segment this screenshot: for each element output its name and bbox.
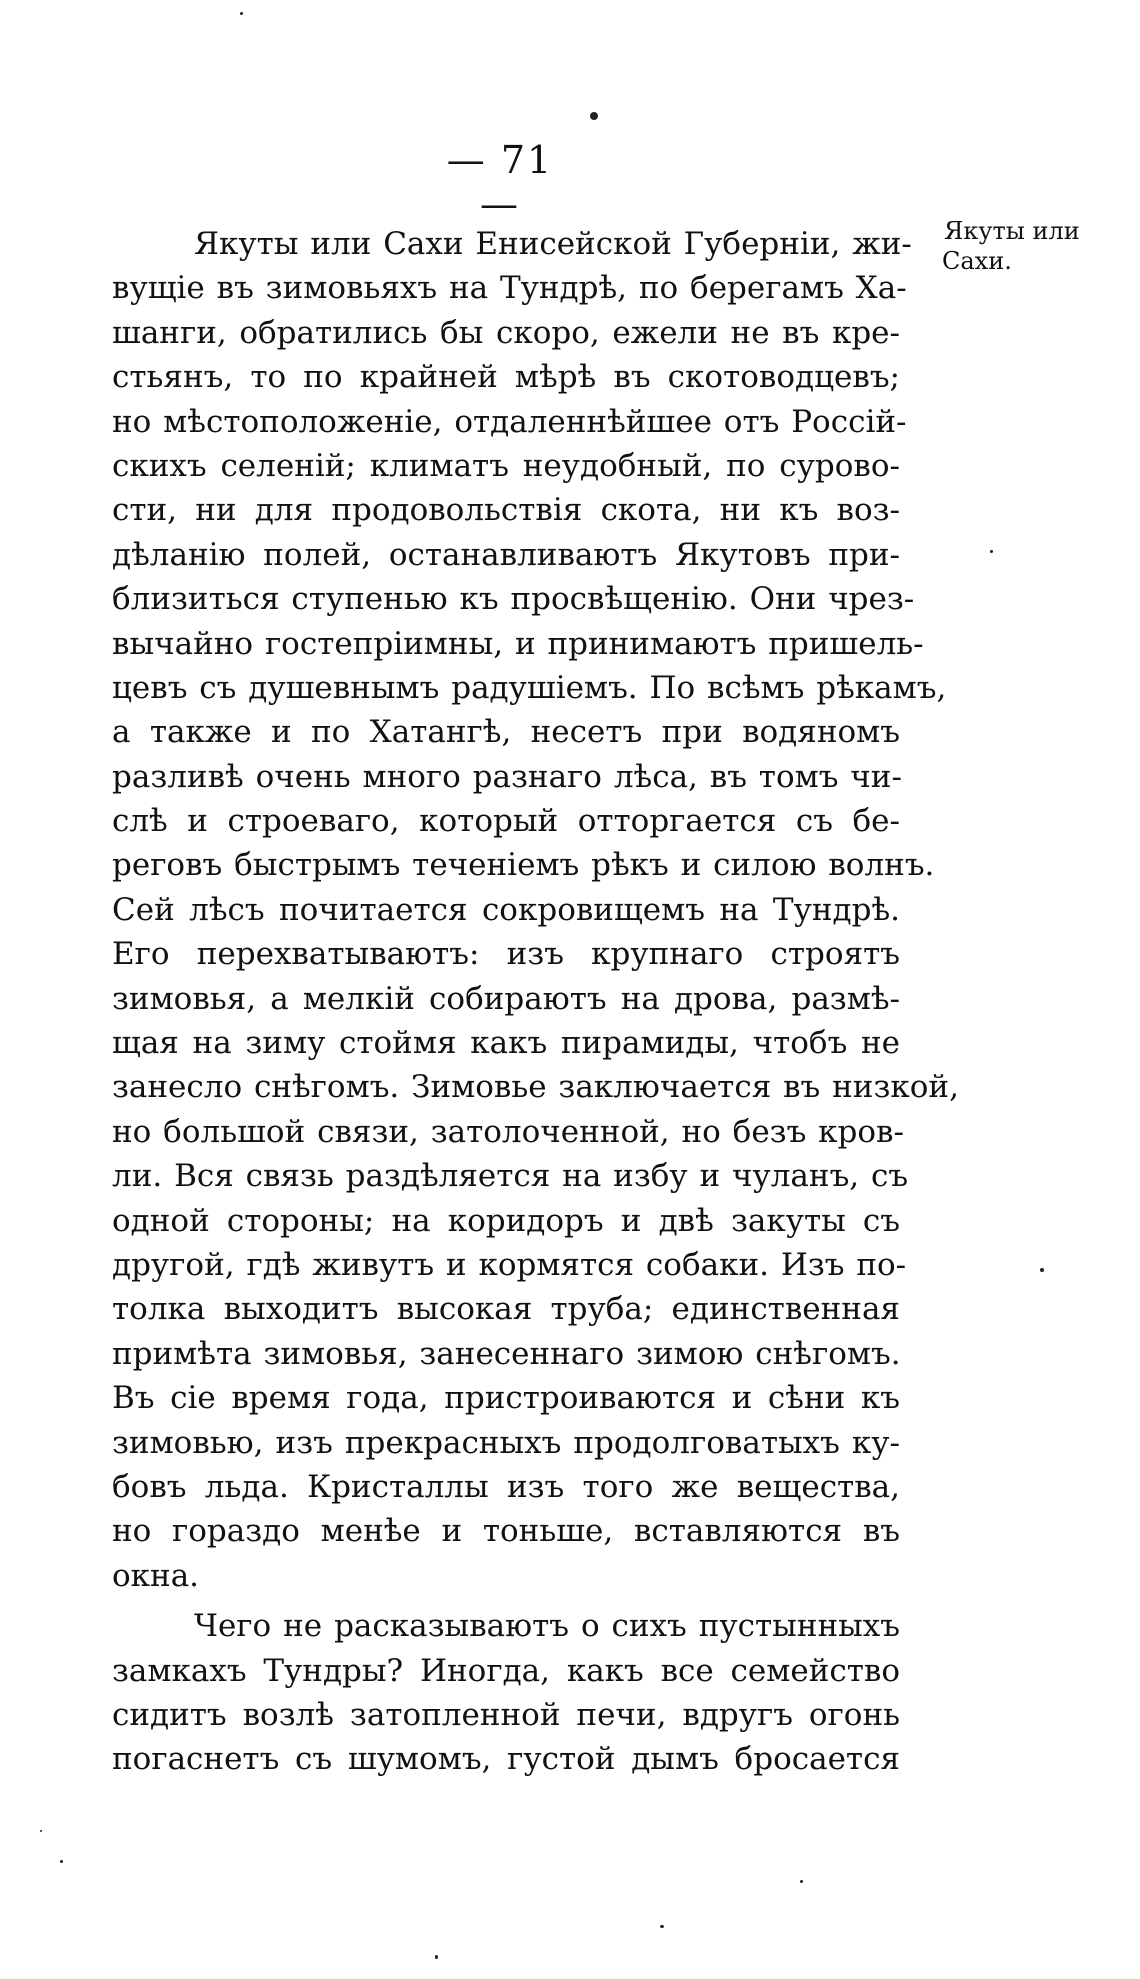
text-line: но гораздо менѣе и тоньше, вставляются въ — [112, 1513, 900, 1550]
text-line: зимовью, изъ прекрасныхъ продолговатыхъ ку- — [112, 1424, 900, 1461]
text-line: замкахъ Тундры? Иногда, какъ все семейство — [112, 1652, 900, 1689]
text-line: ли. Вся связь раздѣляется на избу и чуланъ, съ — [112, 1158, 909, 1195]
text-line: разливѣ очень много разнаго лѣса, въ томъ чи- — [112, 758, 902, 795]
text-line: зимовья, а мелкій собираютъ на дрова, размѣ- — [112, 980, 900, 1017]
text-line: скихъ селеній; климатъ неудобный, по сурово- — [112, 447, 900, 484]
text-line: щая на зиму стоймя какъ пирамиды, чтобъ не — [112, 1025, 900, 1062]
marginal-note-line: Сахи. — [942, 247, 1012, 275]
text-line: окна. — [112, 1557, 200, 1594]
marginal-note-line: Якуты или — [944, 217, 1080, 245]
text-line: толка выходитъ высокая труба; единственная — [112, 1291, 900, 1328]
scan-speck — [990, 550, 993, 553]
text-line: Сей лѣсъ почитается сокровищемъ на Тундрѣ. — [112, 891, 900, 928]
scan-speck — [40, 1830, 42, 1832]
scan-speck — [240, 12, 243, 15]
text-line: Якуты или Сахи Енисейской Губерніи, жи- — [194, 226, 912, 262]
text-line: а также и по Хатангѣ, несетъ при водяномъ — [112, 714, 900, 751]
text-line: дѣланію полей, останавливаютъ Якутовъ при- — [112, 536, 900, 573]
text-line: бовъ льда. Кристаллы изъ того же вещества, — [112, 1468, 900, 1505]
text-line: близиться ступенью къ просвѣщенію. Они чрез- — [112, 581, 915, 618]
text-line: слѣ и строеваго, который отторгается съ бе- — [112, 803, 900, 840]
paragraph — [112, 1604, 900, 1782]
text-line: сидитъ возлѣ затопленной печи, вдругъ огонь — [112, 1696, 900, 1733]
text-line: Чего не расказываютъ о сихъ пустынныхъ — [194, 1608, 900, 1645]
text-line: занесло снѣгомъ. Зимовье заключается въ низкой, — [112, 1069, 959, 1106]
text-line: другой, гдѣ живутъ и кормятся собаки. Изъ по- — [112, 1246, 907, 1283]
text-line: стьянъ, то по крайней мѣрѣ въ скотоводцевъ; — [112, 359, 900, 396]
marginal-note — [944, 216, 1124, 276]
text-line: примѣта зимовья, занесеннаго зимою снѣгомъ. — [112, 1335, 901, 1372]
scan-speck — [435, 1955, 438, 1959]
text-line: Въ сіе время года, пристроиваются и сѣни къ — [112, 1380, 900, 1417]
text-line: реговъ быстрымъ теченіемъ рѣкъ и силою волнъ. — [112, 847, 935, 884]
scan-speck — [60, 1860, 63, 1863]
scan-speck — [660, 1925, 664, 1928]
scan-speck — [1040, 1268, 1044, 1272]
text-line: одной стороны; на коридоръ и двѣ закуты съ — [112, 1202, 900, 1239]
text-line: сти, ни для продовольствія скота, ни къ воз- — [112, 492, 900, 529]
text-line: цевъ съ душевнымъ радушіемъ. По всѣмъ рѣкамъ, — [112, 669, 947, 706]
scan-speck — [800, 1880, 803, 1883]
text-line: погаснетъ съ шумомъ, густой дымъ бросается — [112, 1741, 900, 1778]
text-line: Его перехватываютъ: изъ крупнаго строятъ — [112, 936, 900, 973]
text-line: но мѣстоположеніе, отдаленнѣйшее отъ Россій- — [112, 403, 907, 440]
scan-speck — [590, 112, 598, 120]
page-number: — 71 — — [446, 138, 554, 226]
body-text — [112, 222, 959, 1782]
paragraph — [112, 222, 959, 1598]
text-line: шанги, обратились бы скоро, ежели не въ кре- — [112, 314, 900, 351]
text-line: но большой связи, затолоченной, но безъ кров- — [112, 1113, 904, 1150]
text-line: вущіе въ зимовьяхъ на Тундрѣ, по берегамъ Ха- — [112, 270, 907, 307]
text-line: вычайно гостепріимны, и принимаютъ пришель- — [112, 625, 924, 662]
